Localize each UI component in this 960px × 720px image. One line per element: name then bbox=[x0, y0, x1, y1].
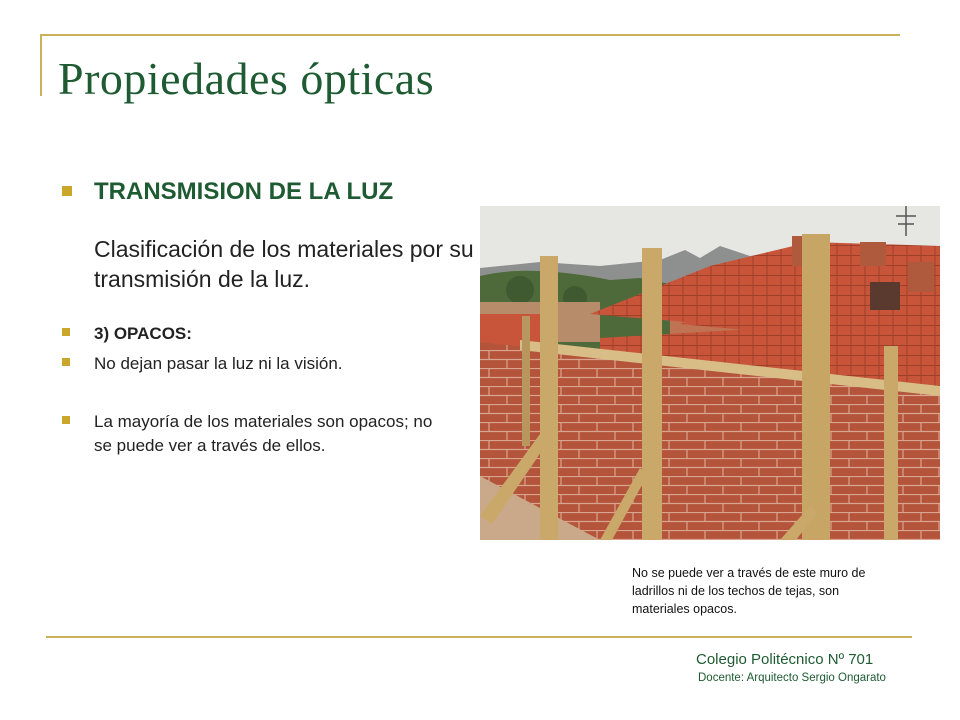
frame-top-rule bbox=[40, 34, 900, 36]
list-item-opacos: 3) OPACOS: bbox=[94, 324, 192, 343]
footer-rule bbox=[46, 636, 912, 638]
slide-title: Propiedades ópticas bbox=[58, 53, 435, 104]
bullet-marker bbox=[62, 328, 70, 336]
bullet-marker bbox=[62, 358, 70, 366]
section-heading: TRANSMISION DE LA LUZ bbox=[94, 178, 394, 205]
footer-school: Colegio Politécnico Nº 701 bbox=[696, 651, 874, 668]
footer-teacher: Docente: Arquitecto Sergio Ongarato bbox=[698, 672, 886, 684]
frame-left-rule bbox=[40, 34, 42, 96]
brick-wall-photo bbox=[480, 206, 940, 540]
bullet-marker bbox=[62, 186, 72, 196]
intro-paragraph: Clasificación de los materiales por su transmisión de la luz. bbox=[94, 236, 474, 292]
photo-caption: No se puede ver a través de este muro de ladrillos ni de los techos de tejas, son materiales opacos. bbox=[632, 566, 866, 616]
bullet-marker bbox=[62, 416, 70, 424]
list-item-definition: No dejan pasar la luz ni la visión. bbox=[94, 354, 343, 373]
list-item-majority: La mayoría de los materiales son opacos; no se puede ver a través de ellos. bbox=[94, 412, 433, 455]
